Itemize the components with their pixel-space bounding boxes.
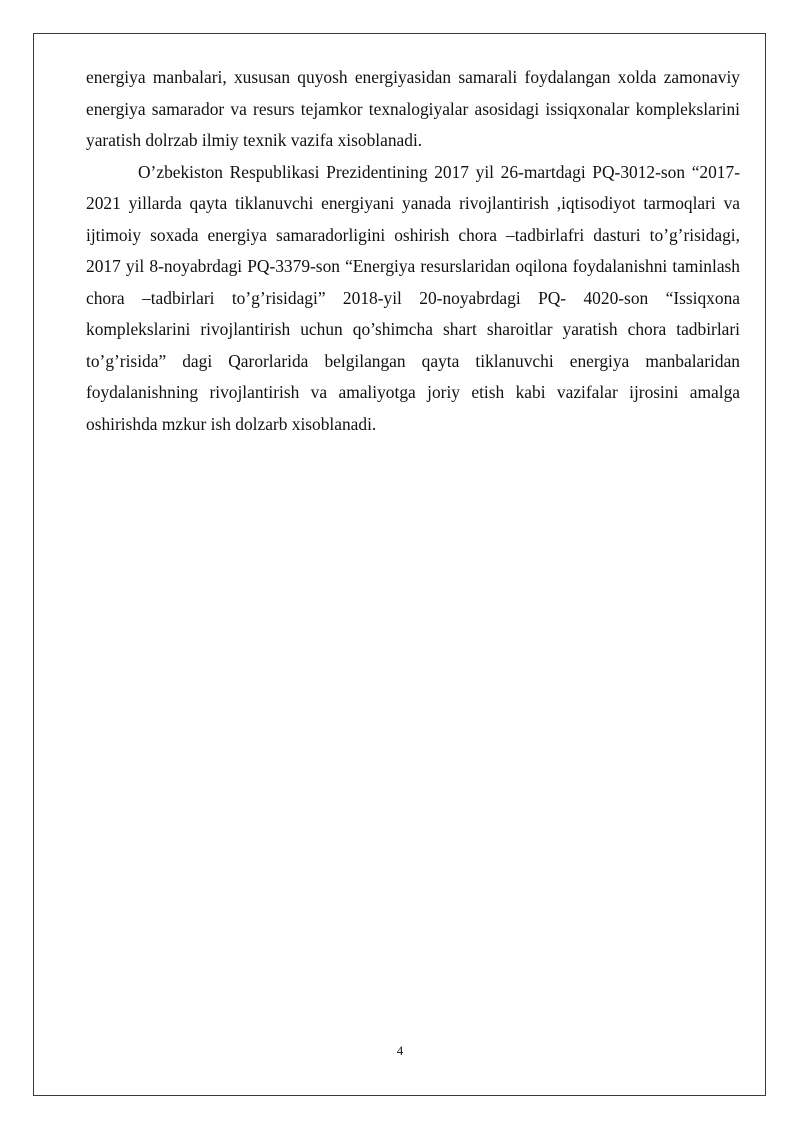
paragraph-continuation: energiya manbalari, xususan quyosh energiyasidan samarali foydalangan xolda zamonaviy energiya samarador va resurs tejamkor texnalogiyalar asosidagi issiqxonalar komplekslarini yaratish dolrzab ilmiy texnik vazifa xisoblanadi. (86, 67, 740, 150)
paragraph-decrees: O’zbekiston Respublikasi Prezidentining 2017 yil 26-martdagi PQ-3012-son “2017-2021 yillarda qayta tiklanuvchi energiyani yanada rivojlantirish ,iqtisodiyot tarmoqlari va ijtimoiy soxada energiya samaradorligini oshirish chora –tadbirlafri dasturi to’g’risidagi, 2017 yil 8-noyabrdagi PQ-3379-son “Energiya resurslaridan oqilona foydalanishni taminlash chora –tadbirlari to’g’risidagi” 2018-yil 20-noyabrdagi PQ- 4020-son “Issiqxona komplekslarini rivojlantirish uchun qo’shimcha shart sharoitlar yaratish chora tadbirlari to’g’risida” dagi Qarorlarida belgilangan qayta tiklanuvchi energiya manbalaridan foydalanishning rivojlantirish va amaliyotga joriy etish kabi vazifalar ijrosini amalga oshirishda mzkur ish dolzarb xisoblanadi. (86, 161, 740, 434)
page-number: 4 (396, 1043, 404, 1058)
document-body (86, 62, 740, 440)
